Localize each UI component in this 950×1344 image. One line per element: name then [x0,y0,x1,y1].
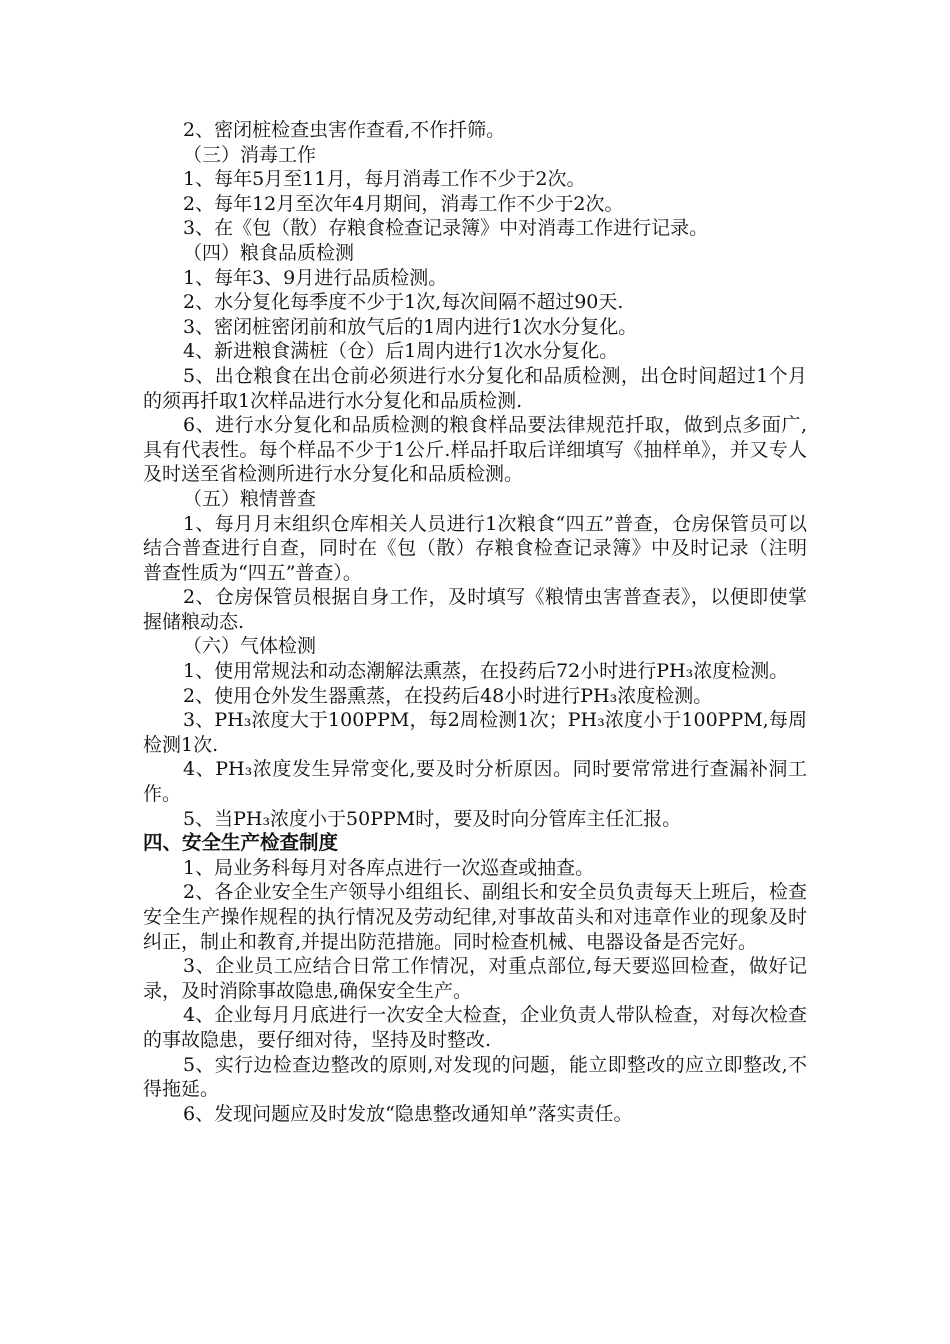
paragraph: 5、出仓粮食在出仓前必须进行水分复化和品质检测，出仓时间超过1个月的须再扦取1次样品进行水分复化和品质检测. [143,364,807,412]
paragraph: 2、使用仓外发生器熏蒸，在投药后48小时进行PH₃浓度检测。 [183,684,713,707]
paragraph: 3、密闭桩密闭前和放气后的1周内进行1次水分复化。 [183,315,638,338]
paragraph: 1、每月月末组织仓库相关人员进行1次粮食“四五”普查，仓房保管员可以结合普查进行自查，同时在《包（散）存粮食检查记录簿》中及时记录（注明普查性质为“四五”普查）。 [143,512,807,584]
paragraph: 5、实行边检查边整改的原则,对发现的问题，能立即整改的应立即整改,不得拖延。 [143,1053,807,1101]
paragraph: 2、仓房保管员根据自身工作，及时填写《粮情虫害普查表》，以便即使掌握储粮动态. [143,586,807,633]
document-body [143,118,807,1126]
paragraph: 5、当PH₃浓度小于50PPM时，要及时向分管库主任汇报。 [183,807,682,830]
paragraph: 2、水分复化每季度不少于1次,每次间隔不超过90天. [183,291,624,314]
section-heading: （四）粮食品质检测 [183,241,355,264]
paragraph: 1、每年5月至11月，每月消毒工作不少于2次。 [183,168,586,191]
paragraph: 4、企业每月月底进行一次安全大检查，企业负责人带队检查，对每次检查的事故隐患，要仔细对待，坚持及时整改. [143,1004,807,1051]
paragraph: 6、发现问题应及时发放“隐患整改通知单”落实责任。 [183,1102,633,1125]
section-heading: （六）气体检测 [183,635,317,658]
paragraph: 3、PH₃浓度大于100PPM，每2周检测1次；PH₃浓度小于100PPM,每周检测1次. [143,709,807,756]
paragraph: 2、各企业安全生产领导小组组长、副组长和安全员负责每天上班后，检查安全生产操作规程的执行情况及劳动纪律,对事故苗头和对违章作业的现象及时纠正，制止和教育,并提出防范措施。同时检查机械、电器设备是否完好。 [143,881,807,953]
paragraph: 1、使用常规法和动态潮解法熏蒸，在投药后72小时进行PH₃浓度检测。 [183,660,789,683]
paragraph: 6、进行水分复化和品质检测的粮食样品要法律规范扦取，做到点多面广,具有代表性。每个样品不少于1公斤.样品扦取后详细填写《抽样单》，并又专人及时送至省检测所进行水分复化和品质检测。 [143,414,807,486]
section-heading: （三）消毒工作 [183,143,317,166]
paragraph: 4、新进粮食满桩（仓）后1周内进行1次水分复化。 [183,340,619,363]
paragraph: 2、每年12月至次年4月期间，消毒工作不少于2次。 [183,192,624,215]
paragraph: 4、PH₃浓度发生异常变化,要及时分析原因。同时要常常进行查漏补洞工作。 [143,758,807,806]
paragraph: 1、局业务科每月对各库点进行一次巡查或抽查。 [183,856,595,879]
chapter-heading: 四、安全生产检查制度 [143,831,339,855]
paragraph: 2、密闭桩检查虫害作查看,不作扦筛。 [183,119,506,141]
paragraph: 1、每年3、9月进行品质检测。 [183,266,448,289]
section-heading: （五）粮情普查 [183,487,317,510]
paragraph: 3、企业员工应结合日常工作情况，对重点部位,每天要巡回检查，做好记录，及时消除事故隐患,确保安全生产。 [143,955,807,1002]
paragraph: 3、在《包（散）存粮食检查记录簿》中对消毒工作进行记录。 [183,217,709,240]
